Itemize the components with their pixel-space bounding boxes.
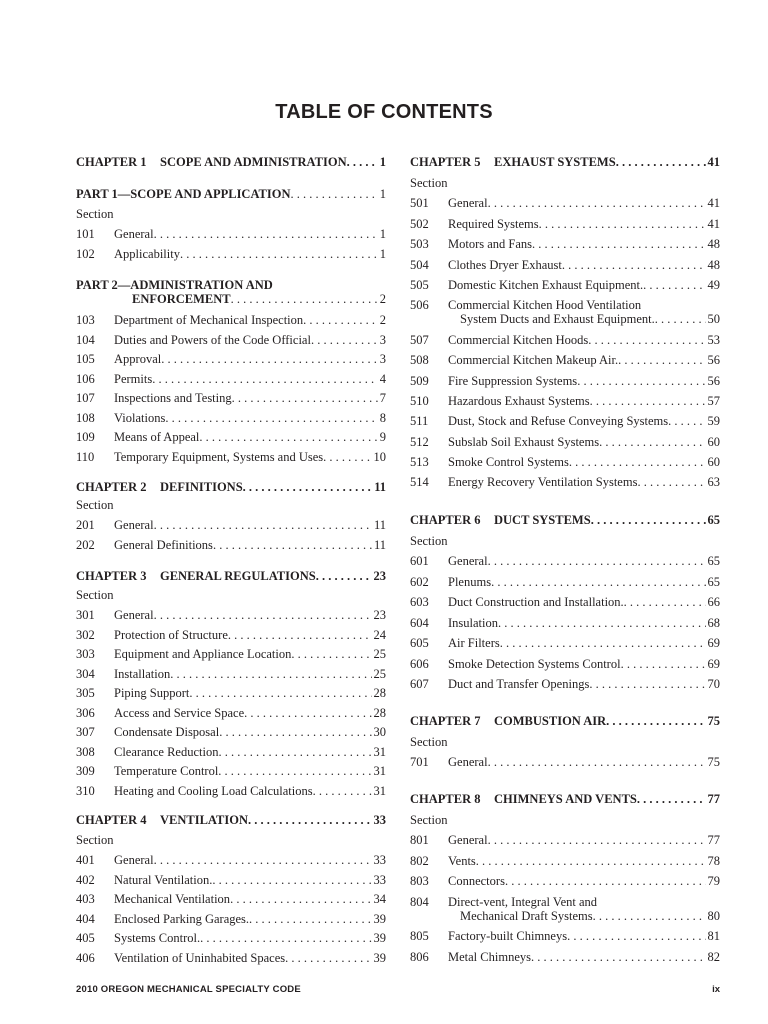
section-number: 507: [410, 333, 429, 347]
section-number: 511: [410, 414, 429, 429]
section-number: 405: [76, 931, 95, 945]
page-number: 48: [707, 257, 720, 272]
toc-entry[interactable]: [76, 247, 386, 261]
section-title: Temporary Equipment, Systems and Uses: [114, 449, 324, 464]
toc-entry[interactable]: [410, 435, 720, 449]
chapter-4-heading[interactable]: CHAPTER 4 VENTILATION . . . 33: [76, 813, 386, 827]
section-title: Installation: [114, 666, 171, 681]
toc-entry[interactable]: [76, 931, 386, 945]
page-number: 10: [373, 449, 386, 464]
toc-entry[interactable]: [76, 667, 386, 681]
page-number: 34: [373, 892, 386, 906]
section-number: 302: [76, 627, 95, 642]
page-number: 69: [707, 636, 720, 650]
page-number: 56: [707, 353, 720, 368]
page-number: 59: [707, 414, 720, 429]
toc-entry[interactable]: [410, 595, 720, 609]
section-title: Subslab Soil Exhaust Systems: [448, 434, 600, 449]
page-title: TABLE OF CONTENTS: [275, 101, 493, 123]
section-number: 509: [410, 373, 429, 388]
toc-entry[interactable]: [76, 892, 386, 906]
page-number: 11: [373, 518, 386, 532]
section-title: Applicability: [114, 246, 180, 261]
toc-entry[interactable]: [410, 333, 720, 347]
page-number: 25: [373, 666, 386, 681]
section-number: 301: [76, 608, 95, 622]
section-number: 512: [410, 434, 429, 449]
page-number: 65: [707, 554, 720, 568]
toc-entry[interactable]: [410, 929, 720, 943]
chapter-3-heading[interactable]: CHAPTER 3 GENERAL REGULATIONS . . . 23: [76, 569, 386, 583]
toc-entry[interactable]: [76, 745, 386, 759]
page-number: 33: [373, 872, 386, 887]
section-title: Plenums: [448, 574, 492, 589]
section-number: 514: [410, 475, 429, 490]
section-number: 308: [76, 744, 95, 759]
section-number: 103: [76, 313, 95, 327]
footer-code-title: 2010 OREGON MECHANICAL SPECIALTY CODE: [76, 984, 301, 995]
toc-entry[interactable]: [410, 394, 720, 408]
chapter-1-heading[interactable]: CHAPTER 1 SCOPE AND ADMINISTRATION . . . 1: [76, 155, 386, 169]
section-number: 510: [410, 393, 429, 408]
section-number: 106: [76, 371, 95, 386]
page-number: 39: [373, 931, 386, 945]
section-title: Commercial Kitchen Hoods: [448, 333, 589, 347]
page-number: 2: [379, 313, 386, 327]
chapter-5-heading[interactable]: CHAPTER 5 EXHAUST SYSTEMS . . . 41: [410, 155, 720, 169]
section-title: Department of Mechanical Inspection: [114, 313, 304, 327]
section-number: 105: [76, 352, 95, 366]
toc-entry[interactable]: [76, 706, 386, 720]
section-number: 304: [76, 666, 95, 681]
page-number: 33: [373, 853, 386, 867]
section-number: 806: [410, 950, 429, 964]
section-label: Section: [410, 813, 448, 827]
section-number: 504: [410, 257, 429, 272]
page-number: 57: [707, 393, 720, 408]
page-number: 30: [373, 725, 386, 739]
section-title: Access and Service Space: [114, 705, 245, 720]
toc-entry[interactable]: [76, 538, 386, 552]
page-number: 60: [707, 434, 720, 449]
page-number: 60: [707, 454, 720, 469]
section-title: General: [114, 608, 154, 622]
section-number: 513: [410, 454, 429, 469]
page-number: 70: [707, 677, 720, 691]
page-number: 69: [707, 656, 720, 671]
section-title: General: [114, 853, 154, 867]
page-number: 77: [707, 833, 720, 847]
page-number: 28: [373, 686, 386, 700]
toc-entry[interactable]: [76, 450, 386, 464]
page-number: 31: [373, 744, 386, 759]
section-number: 603: [410, 595, 429, 609]
section-title: General: [114, 518, 154, 532]
section-number: 508: [410, 353, 429, 368]
page-number: 82: [707, 950, 720, 964]
section-title: Protection of Structure: [114, 627, 228, 642]
section-title: Mechanical Ventilation: [114, 892, 231, 906]
chapter-8-heading[interactable]: CHAPTER 8 CHIMNEYS AND VENTS . . . 77: [410, 792, 720, 806]
section-number: 307: [76, 725, 95, 739]
toc-entry[interactable]: [76, 628, 386, 642]
page-number: 3: [379, 352, 386, 366]
page-number: 53: [707, 333, 720, 347]
toc-entry[interactable]: [76, 352, 386, 366]
section-title: Ventilation of Uninhabited Spaces: [114, 950, 286, 965]
section-number: 108: [76, 410, 95, 425]
toc-entry[interactable]: [76, 951, 386, 965]
page-number: 11: [373, 537, 386, 552]
toc-entry[interactable]: [410, 854, 720, 868]
toc-entry[interactable]: [410, 217, 720, 231]
footer-page-number: ix: [712, 984, 720, 995]
toc-entry[interactable]: [76, 784, 386, 798]
section-label: Section: [76, 207, 114, 221]
toc-entry[interactable]: [410, 575, 720, 589]
toc-entry[interactable]: [410, 950, 720, 964]
page-number: 56: [707, 373, 720, 388]
chapter-6-heading[interactable]: CHAPTER 6 DUCT SYSTEMS . . . 65: [410, 513, 720, 527]
toc-entry[interactable]: [76, 725, 386, 739]
section-title: General: [114, 227, 154, 241]
section-title: Temperature Control: [114, 764, 219, 778]
page-number: 79: [707, 874, 720, 888]
section-number: 110: [76, 449, 95, 464]
page-number: 49: [707, 278, 720, 292]
section-title: Equipment and Appliance Location: [114, 647, 292, 661]
section-title: Insulation: [448, 615, 498, 630]
section-title: Domestic Kitchen Exhaust Equipment.: [448, 278, 644, 292]
page-number: 25: [373, 647, 386, 661]
section-title: Air Filters: [448, 636, 500, 650]
page-number: 31: [373, 764, 386, 778]
section-number: 305: [76, 686, 95, 700]
part-1-heading[interactable]: PART 1—SCOPE AND APPLICATION . . . 1: [76, 187, 386, 201]
chapter-7-heading[interactable]: CHAPTER 7 COMBUSTION AIR . . . 75: [410, 714, 720, 728]
section-number: 309: [76, 764, 95, 778]
section-number: 406: [76, 950, 95, 965]
section-number: 109: [76, 430, 95, 444]
page-number: 41: [707, 196, 720, 210]
page-number: 7: [379, 391, 386, 405]
section-title: Hazardous Exhaust Systems: [448, 393, 590, 408]
section-label: Section: [76, 588, 114, 602]
page-number: 23: [373, 608, 386, 622]
section-title: Duties and Powers of the Code Official: [114, 332, 311, 347]
toc-entry-804[interactable]: 804 Direct-vent, Integral Vent and Mechanical Draft Systems . . . 80: [410, 895, 720, 923]
toc-entry[interactable]: [76, 647, 386, 661]
section-number: 102: [76, 246, 95, 261]
page-number: 81: [707, 929, 720, 943]
toc-entry[interactable]: [410, 353, 720, 367]
section-title: Duct and Transfer Openings: [448, 677, 590, 691]
section-title: General: [448, 755, 488, 769]
toc-entry[interactable]: [76, 912, 386, 926]
section-number: 601: [410, 554, 429, 568]
toc-entry[interactable]: [76, 873, 386, 887]
section-label: Section: [410, 735, 448, 749]
section-title: Permits: [114, 371, 153, 386]
section-number: 803: [410, 874, 429, 888]
toc-entry[interactable]: [410, 374, 720, 388]
section-number: 403: [76, 892, 95, 906]
page-number: 1: [379, 155, 386, 169]
toc-entry[interactable]: [410, 874, 720, 888]
toc-entry[interactable]: [76, 430, 386, 444]
section-number: 306: [76, 705, 95, 720]
section-number: 202: [76, 537, 95, 552]
section-title: Motors and Fans: [448, 237, 533, 251]
page-number: 68: [707, 615, 720, 630]
toc-entry[interactable]: [410, 414, 720, 428]
page-number: 4: [379, 371, 386, 386]
toc-entry[interactable]: [410, 616, 720, 630]
section-title: Smoke Detection Systems Control: [448, 656, 621, 671]
section-title: Fire Suppression Systems: [448, 373, 578, 388]
toc-entry[interactable]: [410, 237, 720, 251]
chapter-2-heading[interactable]: CHAPTER 2 DEFINITIONS . . . 11: [76, 480, 386, 494]
toc-entry[interactable]: [76, 853, 386, 867]
section-title: General: [448, 196, 488, 210]
section-title: Energy Recovery Ventilation Systems: [448, 475, 638, 490]
toc-entry[interactable]: [410, 258, 720, 272]
section-title: Vents: [448, 853, 476, 868]
page-number: 3: [379, 332, 386, 347]
toc-entry[interactable]: [76, 411, 386, 425]
toc-entry[interactable]: [410, 455, 720, 469]
section-number: 303: [76, 647, 95, 661]
section-title: Commercial Kitchen Makeup Air.: [448, 353, 619, 368]
section-label: Section: [410, 176, 448, 190]
section-number: 701: [410, 755, 429, 769]
section-title: General Definitions: [114, 537, 213, 552]
section-number: 505: [410, 278, 429, 292]
toc-entry[interactable]: [76, 518, 386, 532]
section-title: Heating and Cooling Load Calculations: [114, 783, 313, 798]
toc-entry[interactable]: [76, 686, 386, 700]
toc-entry[interactable]: [76, 608, 386, 622]
page-number: 41: [707, 216, 720, 231]
section-title: Violations: [114, 410, 166, 425]
section-title: Natural Ventilation.: [114, 872, 213, 887]
toc-entry[interactable]: [410, 833, 720, 847]
page-number: 1: [379, 246, 386, 261]
section-title: Piping Support: [114, 686, 190, 700]
toc-entry[interactable]: [76, 313, 386, 327]
section-number: 201: [76, 518, 95, 532]
page-number: 39: [373, 950, 386, 965]
section-number: 502: [410, 216, 429, 231]
section-title: Factory-built Chimneys: [448, 929, 568, 943]
toc-entry-506[interactable]: 506 Commercial Kitchen Hood Ventilation System Ducts and Exhaust Equipment. . . . 50: [410, 298, 720, 326]
section-number: 101: [76, 227, 95, 241]
toc-entry[interactable]: [410, 554, 720, 568]
section-title: General: [448, 554, 488, 568]
section-title: Means of Appeal: [114, 430, 200, 444]
toc-entry[interactable]: [76, 372, 386, 386]
page-number: 39: [373, 911, 386, 926]
section-number: 805: [410, 929, 429, 943]
section-title: Clearance Reduction: [114, 744, 219, 759]
section-label: Section: [410, 534, 448, 548]
toc-entry[interactable]: [76, 391, 386, 405]
page-number: 78: [707, 853, 720, 868]
toc-entry[interactable]: [76, 227, 386, 241]
section-title: Metal Chimneys: [448, 950, 531, 964]
toc-entry[interactable]: [410, 677, 720, 691]
section-number: 104: [76, 332, 95, 347]
section-number: 802: [410, 853, 429, 868]
toc-entry[interactable]: [76, 333, 386, 347]
section-title: Approval: [114, 352, 162, 366]
toc-entry[interactable]: [76, 764, 386, 778]
section-title: Inspections and Testing: [114, 391, 232, 405]
page-number: 9: [379, 430, 386, 444]
page-number: 63: [707, 475, 720, 490]
toc-entry[interactable]: [410, 755, 720, 769]
page-number: 31: [373, 783, 386, 798]
section-title: Duct Construction and Installation.: [448, 595, 624, 609]
section-title: Smoke Control Systems: [448, 454, 569, 469]
section-number: 107: [76, 391, 95, 405]
section-number: 402: [76, 872, 95, 887]
section-number: 605: [410, 636, 429, 650]
section-title: Clothes Dryer Exhaust: [448, 257, 562, 272]
section-number: 602: [410, 574, 429, 589]
section-number: 404: [76, 911, 95, 926]
section-number: 501: [410, 196, 429, 210]
section-number: 801: [410, 833, 429, 847]
section-number: 401: [76, 853, 95, 867]
part-2-heading[interactable]: ENFORCEMENT . . . 2: [132, 292, 386, 306]
toc-entry[interactable]: [410, 475, 720, 489]
part-2-heading-line1: PART 2—ADMINISTRATION AND: [76, 278, 273, 292]
chapter-title: SCOPE AND ADMINISTRATION: [160, 155, 347, 169]
section-number: 607: [410, 677, 429, 691]
page-number: 48: [707, 237, 720, 251]
page-number: 65: [707, 574, 720, 589]
toc-entry[interactable]: [410, 196, 720, 210]
toc-entry[interactable]: [410, 657, 720, 671]
section-number: 606: [410, 656, 429, 671]
section-title: Systems Control.: [114, 931, 201, 945]
section-title: General: [448, 833, 488, 847]
page-number: 8: [379, 410, 386, 425]
section-title: Condensate Disposal: [114, 725, 220, 739]
section-label: Section: [76, 833, 114, 847]
section-number: 310: [76, 783, 95, 798]
page-number: 66: [707, 595, 720, 609]
page-number: 75: [707, 755, 720, 769]
section-title: Connectors: [448, 874, 505, 888]
section-title: Dust, Stock and Refuse Conveying Systems: [448, 414, 669, 429]
section-number: 503: [410, 237, 429, 251]
section-title: Enclosed Parking Garages.: [114, 911, 250, 926]
page-number: 1: [379, 227, 386, 241]
toc-entry[interactable]: [410, 636, 720, 650]
section-number: 604: [410, 615, 429, 630]
page-number: 24: [373, 627, 386, 642]
section-label: Section: [76, 498, 114, 512]
section-title: Required Systems: [448, 216, 539, 231]
toc-entry[interactable]: [410, 278, 720, 292]
page-number: 28: [373, 705, 386, 720]
